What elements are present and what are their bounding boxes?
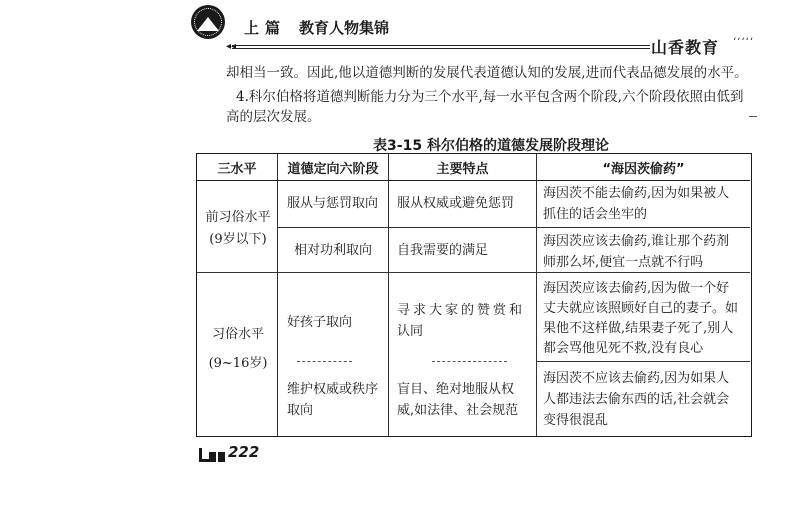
- stage-orientation: 取向: [287, 403, 314, 418]
- stage-example: 人都违法去偷东西的话,社会就会: [543, 392, 730, 407]
- stage-example: 都会骂他见死不救,没有良心: [543, 341, 704, 356]
- header-level: 三水平: [217, 162, 257, 177]
- header-rule: [232, 48, 650, 49]
- stage-example: 海因茨应该去偷药,因为做一个好: [543, 281, 730, 296]
- stage-orientation: 维护权威或秩序: [287, 382, 379, 397]
- level-name: 习俗水平: [211, 327, 264, 342]
- paragraph-line: 4.科尔伯格将道德判断能力分为三个水平,每一水平包含两个阶段,六个阶段依照由低到: [236, 89, 744, 105]
- stage-divider: [432, 361, 507, 362]
- stage-orientation: 服从与惩罚取向: [287, 196, 379, 211]
- publisher-logo: [191, 5, 225, 39]
- page-number: 222: [228, 443, 260, 461]
- paragraph-line: 却相当一致。因此,他以道德判断的发展代表道德认知的发展,进而代表品德发展的水平。: [226, 65, 748, 81]
- table-title: 表3-15 科尔伯格的道德发展阶段理论: [373, 138, 609, 154]
- stage-feature: 盲目、绝对地服从权: [397, 382, 515, 397]
- paragraph-line: 高的层次发展。: [226, 109, 321, 125]
- stage-example: 海因茨应该去偷药,谁让那个药剂: [543, 234, 730, 249]
- mountain-icon: [197, 17, 219, 31]
- header-example: “海因茨偷药”: [602, 162, 685, 177]
- stage-divider: [536, 361, 750, 362]
- stage-example: 师那么坏,便宜一点就不行吗: [543, 255, 704, 270]
- margin-mark: [749, 116, 757, 117]
- stage-feature: 认同: [397, 324, 424, 339]
- stage-feature: 威,如法律、社会规范: [397, 403, 519, 418]
- level-name: 前习俗水平: [205, 210, 271, 225]
- stages-table: [196, 153, 752, 437]
- header-divider: [197, 180, 750, 181]
- stage-example: 变得很混乱: [543, 413, 609, 428]
- header-orientation: 道德定向六阶段: [287, 162, 379, 177]
- brand-name: 山香教育: [651, 38, 720, 57]
- header-feature: 主要特点: [436, 162, 489, 177]
- stage-feature: 自我需要的满足: [397, 243, 489, 258]
- level-age: (9岁以下): [209, 232, 267, 247]
- stage-example: 丈夫就应该照顾好自己的妻子。如: [543, 301, 739, 316]
- stage-divider: [277, 227, 750, 228]
- brand-ornament: ‘‘‘‘‘: [733, 37, 754, 48]
- stage-divider: [297, 361, 352, 362]
- column-divider: [388, 154, 389, 436]
- stage-example: 海因茨不能去偷药,因为如果被人: [543, 186, 730, 201]
- stage-feature: 服从权威或避免惩罚: [397, 196, 515, 211]
- page-marker-icon: [199, 448, 229, 462]
- stage-example: 抓住的话会坐牢的: [543, 207, 648, 222]
- level-age: (9~16岁): [208, 356, 268, 371]
- stage-example: 海因茨不应该去偷药,因为如果人: [543, 371, 730, 386]
- stage-orientation: 相对功利取向: [294, 243, 373, 258]
- header-rule: [232, 45, 650, 46]
- chapter-title: 教育人物集锦: [299, 19, 390, 37]
- column-divider: [536, 154, 537, 436]
- column-divider: [277, 154, 278, 436]
- stage-feature: 寻求大家的赞赏和: [397, 303, 526, 318]
- arrow-icon: ◂◂: [226, 41, 237, 52]
- stage-example: 果他不这样做,结果妻子死了,别人: [543, 321, 734, 336]
- stage-orientation: 好孩子取向: [287, 315, 353, 330]
- section-label: 上篇: [244, 19, 287, 37]
